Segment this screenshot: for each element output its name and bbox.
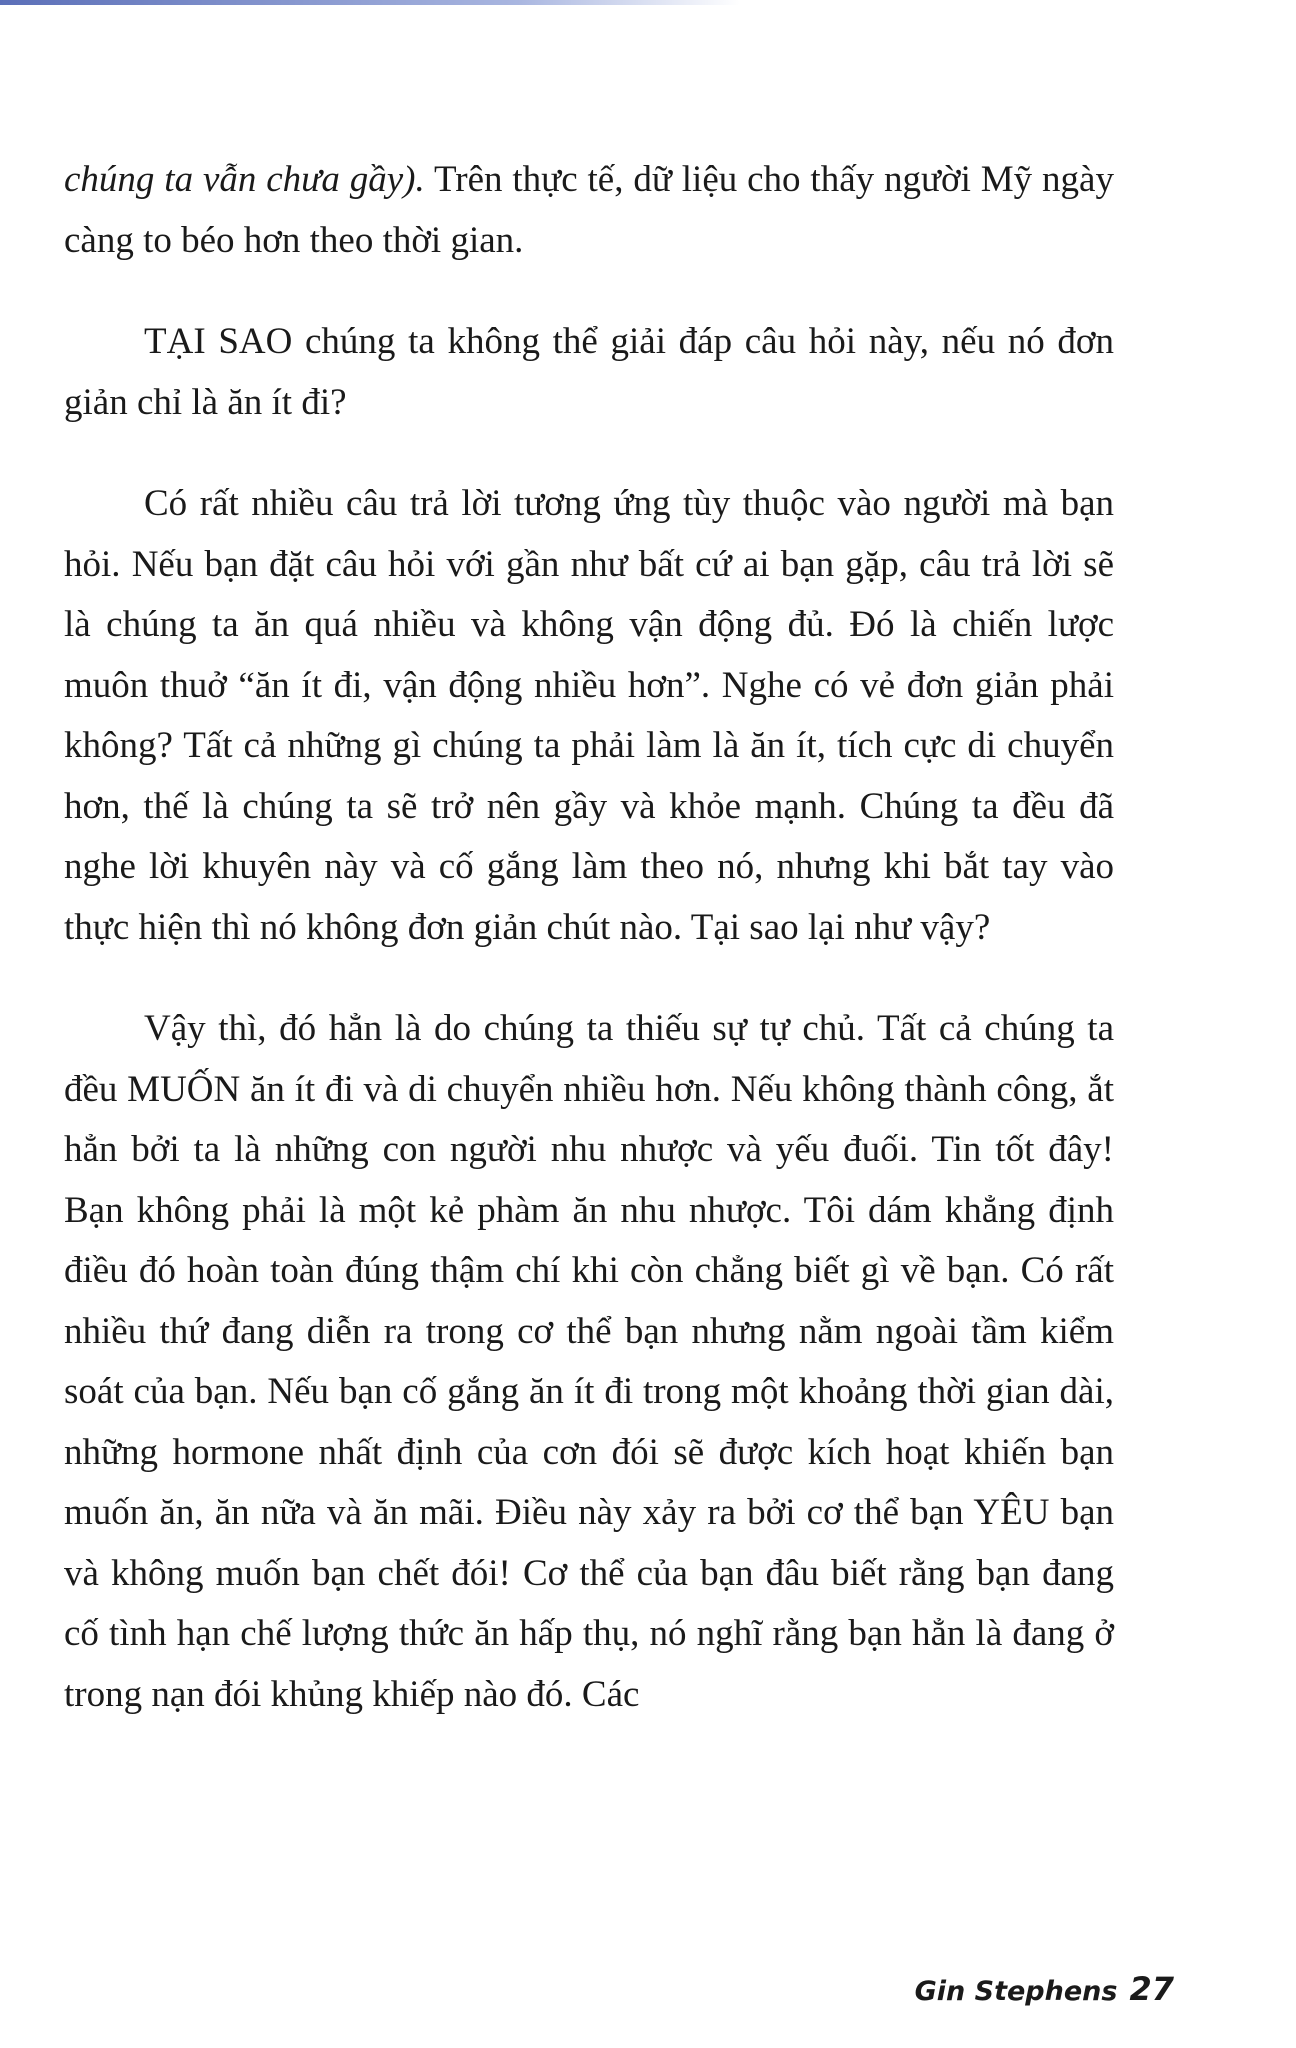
footer-author: Gin Stephens [914,1976,1118,2007]
paragraph-1 [64,150,1114,271]
paragraph-4: Vậy thì, đó hẳn là do chúng ta thiếu sự tự chủ. Tất cả chúng ta đều MUỐN ăn ít đi và di chuyển nhiều hơn. Nếu không thành công, ắt hẳn bởi ta là những con người nhu nhược và yếu đuối. Tin tốt đây! Bạn không phải là một kẻ phàm ăn nhu nhược. Tôi dám khẳng định điều đó hoàn toàn đúng thậm chí khi còn chẳng biết gì về bạn. Có rất nhiều thứ đang diễn ra trong cơ thể bạn nhưng nằm ngoài tầm kiểm soát của bạn. Nếu bạn cố gắng ăn ít đi trong một khoảng thời gian dài, những hormone nhất định của cơn đói sẽ được kích hoạt khiến bạn muốn ăn, ăn nữa và ăn mãi. Điều này xảy ra bởi cơ thể bạn YÊU bạn và không muốn bạn chết đói! Cơ thể của bạn đâu biết rằng bạn đang cố tình hạn chế lượng thức ăn hấp thụ, nó nghĩ rằng bạn hẳn là đang ở trong nạn đói khủng khiếp nào đó. Các [64,1008,1114,1715]
italic-lead: chúng ta vẫn chưa gầy). [64,159,425,200]
page-footer [915,1970,1174,2008]
scan-edge [0,0,740,5]
paragraph-3: Có rất nhiều câu trả lời tương ứng tùy thuộc vào người mà bạn hỏi. Nếu bạn đặt câu hỏi với gần như bất cứ ai bạn gặp, câu trả lời sẽ là chúng ta ăn quá nhiều và không vận động đủ. Đó là chiến lược muôn thuở “ăn ít đi, vận động nhiều hơn”. Nghe có vẻ đơn giản phải không? Tất cả những gì chúng ta phải làm là ăn ít, tích cực di chuyển hơn, thế là chúng ta sẽ trở nên gầy và khỏe mạnh. Chúng ta đều đã nghe lời khuyên này và cố gắng làm theo nó, nhưng khi bắt tay vào thực hiện thì nó không đơn giản chút nào. Tại sao lại như vậy? [64,483,1114,948]
paragraph-2: TẠI SAO chúng ta không thể giải đáp câu hỏi này, nếu nó đơn giản chỉ là ăn ít đi? [64,321,1114,423]
page-number: 27 [1129,1970,1174,2008]
body-text [64,150,1114,1725]
paragraph-1-text: Trên thực tế, dữ liệu cho thấy người Mỹ ngày càng to béo hơn theo thời gian. [64,159,1114,261]
